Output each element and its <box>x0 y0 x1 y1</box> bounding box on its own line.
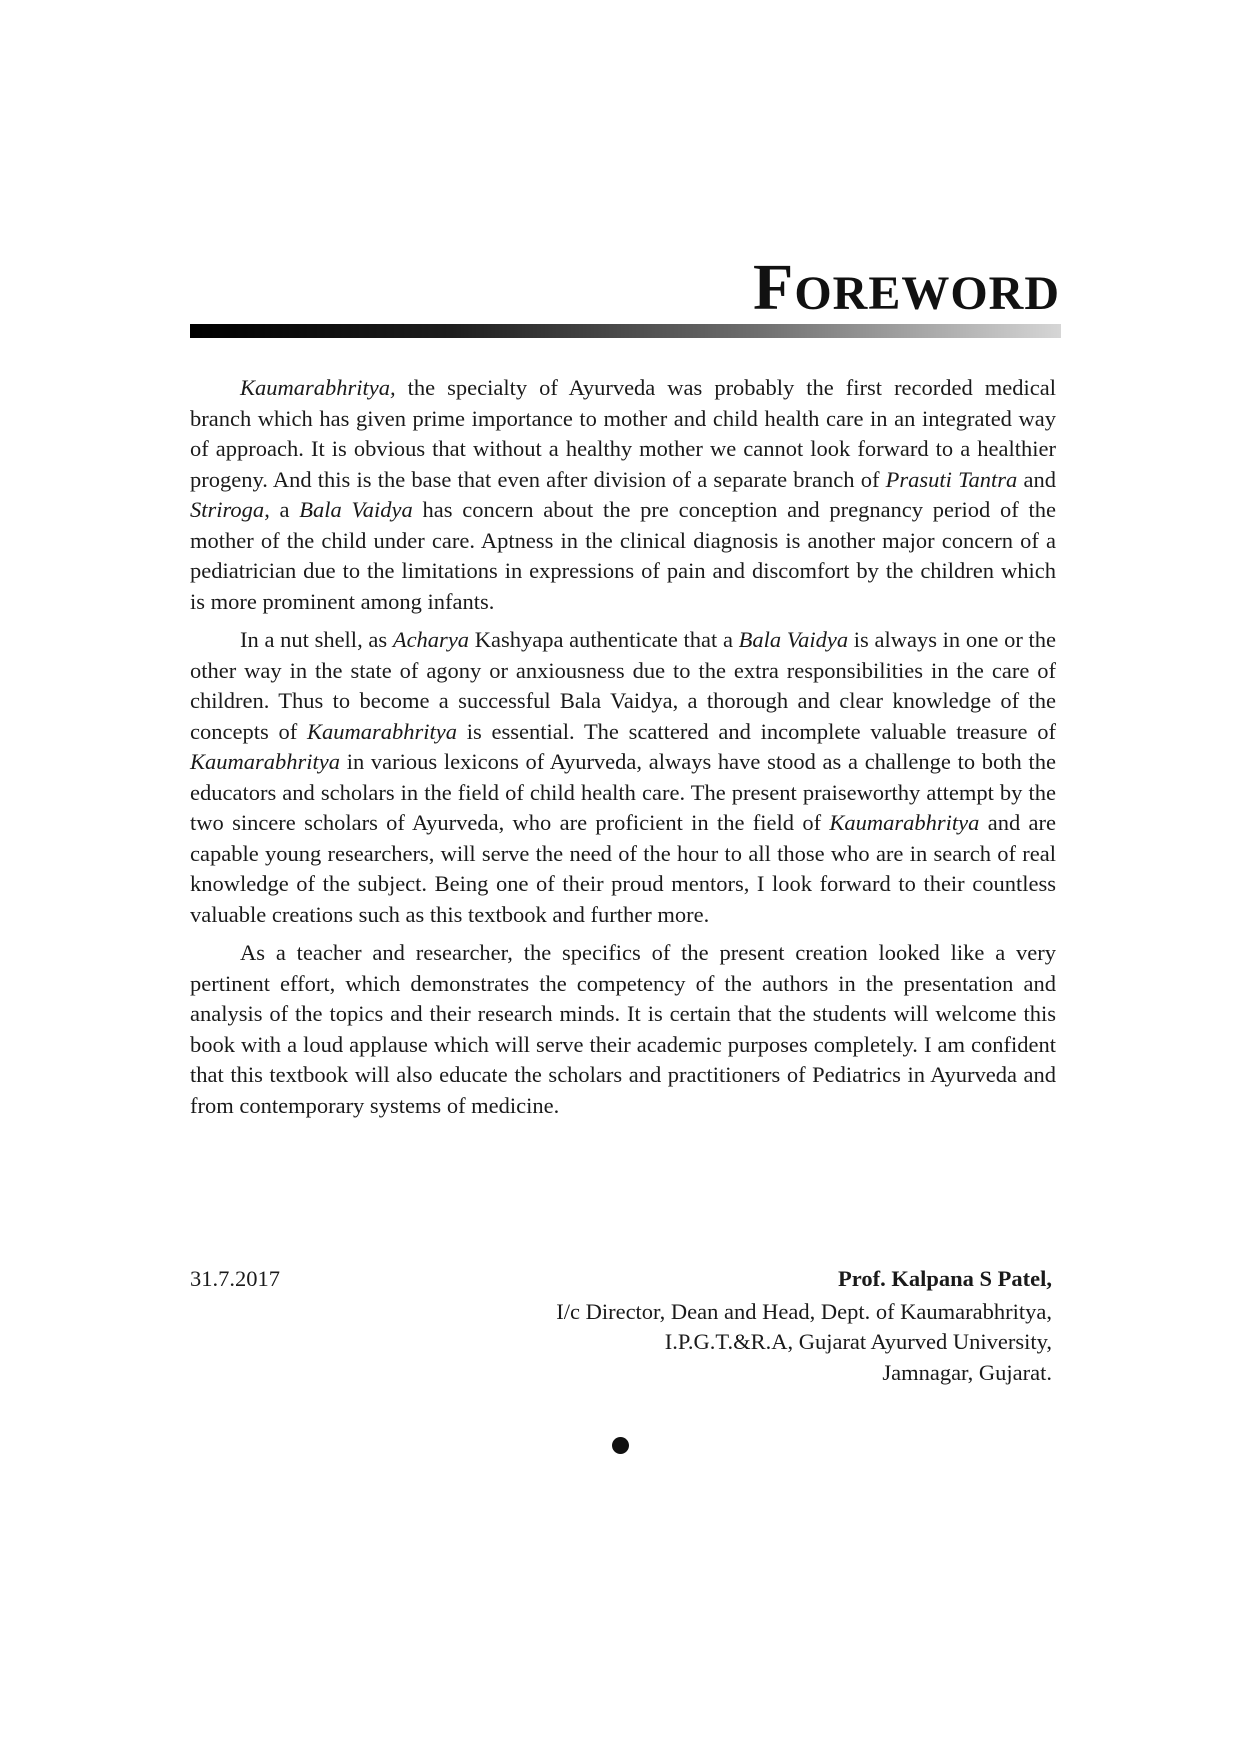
bullet-ornament-icon <box>612 1437 629 1454</box>
italic-term: Striroga <box>190 497 265 522</box>
foreword-body <box>190 373 1056 1129</box>
paragraph <box>190 373 1056 617</box>
text-run: As a teacher and researcher, the specifics of the present creation looked like a very pertinent effort, which demonstrates the competency of the authors in the presentation and analysis of the topics and their research minds. It is certain that the students will welcome this book with a loud applause which will serve their academic purposes completely. I am confident that this textbook will also educate the scholars and practitioners of Pediatrics in Ayurveda and from contemporary systems of medicine. <box>190 940 1056 1118</box>
text-run: and are capable young researchers, will serve the need of the hour to all those who are in search of real knowledge of the subject. Being one of their proud mentors, I look forward to their countless valuable creations such as this textbook and further more. <box>190 810 1057 927</box>
title-initial: F <box>752 251 795 324</box>
page-title <box>190 251 1060 324</box>
italic-term: Kaumarabhritya <box>190 749 341 774</box>
title-divider <box>190 324 1061 338</box>
author-affiliation-line: Jamnagar, Gujarat. <box>882 1359 1052 1385</box>
text-run: has concern about the pre conception and pregnancy period of the mother of the child under care. Aptness in the clinical diagnosis is another major concern of a pediatrician due to the limitations in expressions of pain and discomfort by the children which is more prominent among infants. <box>190 497 1056 614</box>
text-run: Kashyapa authenticate that a <box>469 627 739 652</box>
text-run: is essential. The scattered and incomplete valuable treasure of <box>456 718 1056 744</box>
text-run: in various lexicons of Ayurveda, always have stood as a challenge to both the educators and scholars in the field of child health care. The present praiseworthy attempt by the two sincere scholars of Ayurveda, who are proficient in the field of <box>190 749 1056 835</box>
text-run: In a nut shell, as <box>240 627 393 652</box>
italic-term: Prasuti Tantra <box>885 466 1018 492</box>
text-run: , a <box>264 497 300 522</box>
text-run: the specialty of Ayurveda was probably the first recorded medical branch which has given prime importance to mother and child health care in an integrated way of approach. It is obvious that without a healthy mother we cannot look forward to a healthier progeny. And this is the base that even after division of a separate branch of <box>190 375 1056 492</box>
italic-term: Kaumarabhritya <box>829 810 980 835</box>
title-rest: OREWORD <box>794 267 1060 320</box>
italic-term: Acharya <box>392 627 470 652</box>
paragraph <box>190 938 1056 1121</box>
italic-term: Kaumarabhritya, <box>240 375 396 400</box>
author-name: Prof. Kalpana S Patel, <box>838 1266 1052 1291</box>
text-run: and <box>1017 466 1056 492</box>
italic-term: Bala Vaidya <box>738 627 849 652</box>
author-affiliation-line: I/c Director, Dean and Head, Dept. of Kaumarabhritya, <box>556 1298 1052 1324</box>
author-affiliation-line: I.P.G.T.&R.A, Gujarat Ayurved University, <box>664 1329 1052 1354</box>
paragraph <box>190 625 1056 930</box>
italic-term: Kaumarabhritya <box>306 718 457 744</box>
foreword-date: 31.7.2017 <box>190 1266 280 1291</box>
signature-block <box>556 1264 1052 1388</box>
text-run: is always in one or the other way in the state of agony or anxiousness due to the extra responsibilities in the care of children. Thus to become a successful Bala Vaidya, a thorough and clear knowledge of the concepts of <box>190 627 1056 744</box>
italic-term: Bala Vaidya <box>299 497 413 522</box>
